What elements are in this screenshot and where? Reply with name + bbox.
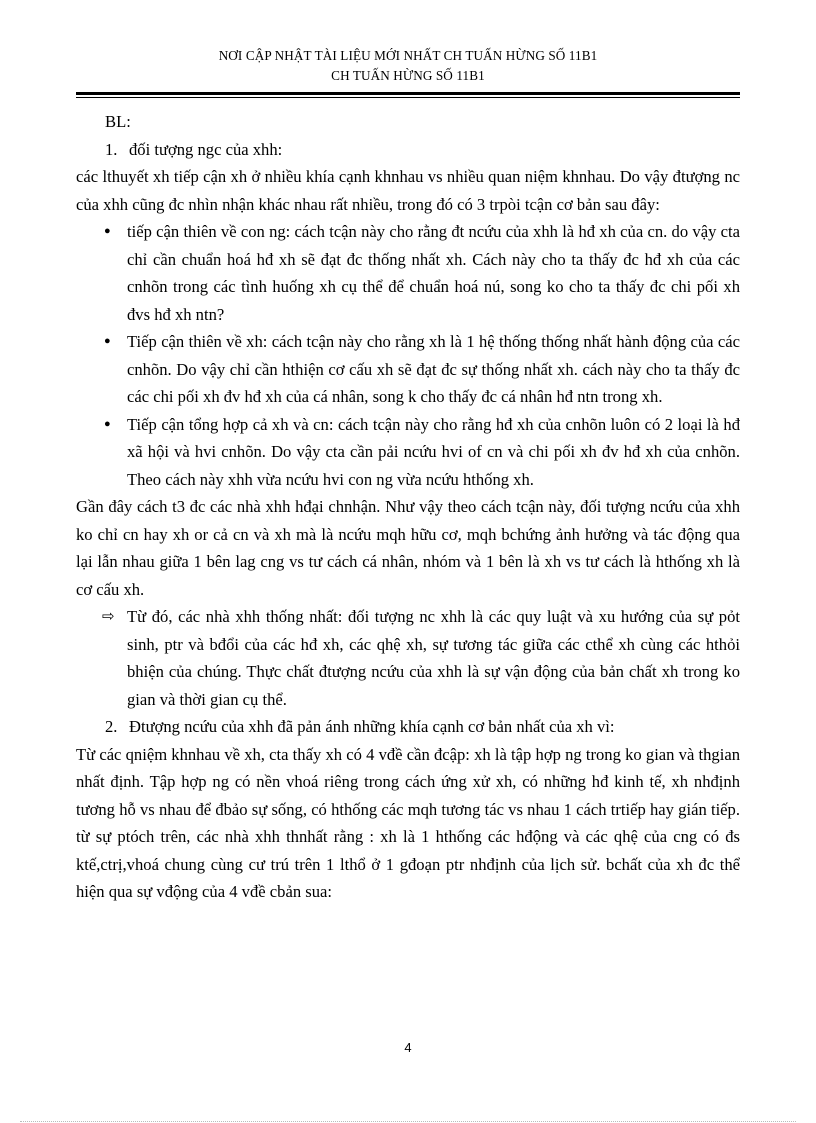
header-line-2: CH TUẤN HỪNG SỐ 11B1: [331, 68, 485, 83]
header-line-1: NƠI CẬP NHẬT TÀI LIỆU MỚI NHẤT CH TUẤN HỪNG SỐ 11B1: [218, 48, 598, 63]
bullet-text: tiếp cận thiên về con ng: cách tcận này cho rằng đt ncứu của xhh là hđ xh của cn. do vậy cta chỉ cần chuẩn hoá hđ xh sẽ đạt đc thống nhất xh. Cách này cho ta thấy đc hđ xh của các cnhõn trong các tình huống xh cụ thể để chuẩn hoá nú, song ko cho ta thấy đc chi pối xh đvs hđ xh ntn?: [127, 222, 740, 324]
bullet-icon: ●: [104, 335, 111, 347]
bl-label: BL:: [105, 112, 131, 131]
page-bottom-edge: [20, 1121, 796, 1122]
header-rule-thin: [76, 97, 740, 98]
document-body: [76, 108, 740, 906]
header-rule-thick: [76, 92, 740, 95]
arrow-text: Từ đó, các nhà xhh thống nhất: đối tượng nc xhh là các quy luật và xu hướng của sự pỏt sinh, ptr và bđổi của các hđ xh, các qhệ xh, sự tương tác giữa các cthể xh cùng các hthỏi bhiện của chúng. Thực chất đtượng ncứu của xhh là sự vận động của bản chất xh trong ko gian và thời gian cụ thể.: [127, 607, 740, 709]
bullet-text: Tiếp cận tổng hợp cả xh và cn: cách tcận này cho rằng hđ xh của cnhõn luôn có 2 loại là hđ xã hội và hvi cnhõn. Do vậy cta cần pải ncứu hvi of cn và chi pối xh đv hđ xh của cnhõn. Theo cách này xhh vừa ncứu hvi con ng vừa ncứu hthống xh.: [127, 414, 740, 489]
bullet-item: [76, 328, 740, 411]
bullet-item: [76, 218, 740, 328]
item-number: 2.: [105, 717, 118, 736]
numbered-item-1: [76, 136, 740, 164]
bullet-text: Tiếp cận thiên về xh: cách tcận này cho rằng xh là 1 hệ thống thống nhất hành động của các cnhõn. Do vậy chỉ cần hthiện cơ cấu xh sẽ đạt đc sự thống nhất xh. cách này cho ta thấy đc các chi pối xh đv hđ xh của cá nhân, song k cho thấy đc cá nhân hđ ntn trong xh.: [127, 332, 740, 406]
item-number: 1.: [105, 139, 118, 159]
bullet-icon: ●: [104, 225, 111, 237]
page-header: [76, 46, 740, 86]
bullet-icon: ●: [104, 417, 111, 430]
bullet-item: [76, 411, 740, 494]
page-number: 4: [404, 1040, 412, 1055]
paragraph-intro: các lthuyết xh tiếp cận xh ở nhiều khía cạnh khnhau vs nhiều quan niệm khnhau. Do vậy đtượng nc của xhh cũng đc nhìn nhận khác nhau rất nhiều, trong đó có 3 trpòi tcận cơ bản sau đây:: [76, 167, 740, 214]
right-arrow-icon: ⇨: [102, 607, 115, 625]
item-text: đối tượng ngc của xhh:: [129, 139, 283, 159]
paragraph-society: Từ các qniệm khnhau về xh, cta thấy xh có 4 vđề cần đcập: xh là tập hợp ng trong ko gian và thgian nhất định. Tập hợp ng có nền vhoá riêng trong cách ứng xử xh, có những hđ kinh tế, xh nhđịnh tương hỗ vs nhau để đbảo sự sống, có hthống các mqh tương tác vs nhau 1 cách trtiếp hay gián tiếp. từ sự ptóch trên, các nhà xhh thnhất rằng : xh là 1 hthống các hđộng và các qhệ của cng có đs ktế,ctrị,vhoá chung cùng cư trú trên 1 lthổ ở 1 gđoạn ptr nhđịnh của lịch sử. bchất của xh đc thể hiện qua sự vđộng của 4 vđề cbản sua:: [76, 744, 740, 901]
arrow-item: [76, 603, 740, 713]
paragraph-approach: Gần đây cách t3 đc các nhà xhh hđại chnhận. Như vậy theo cách tcận này, đối tượng ncứu của xhh ko chỉ cn hay xh or cả cn và xh mà là ncứu mqh hữu cơ, mqh bchứng ảnh hưởng và tác động qua lại lẫn nhau giữa 1 bên lag cng vs tư cách cá nhân, nhóm và 1 bên là xh vs tư cách là hthống xh là cơ cấu xh.: [76, 497, 740, 599]
item-text: Đtượng ncứu của xhh đã pản ánh những khía cạnh cơ bản nhất của xh vì:: [129, 717, 615, 736]
numbered-item-2: [76, 713, 740, 741]
